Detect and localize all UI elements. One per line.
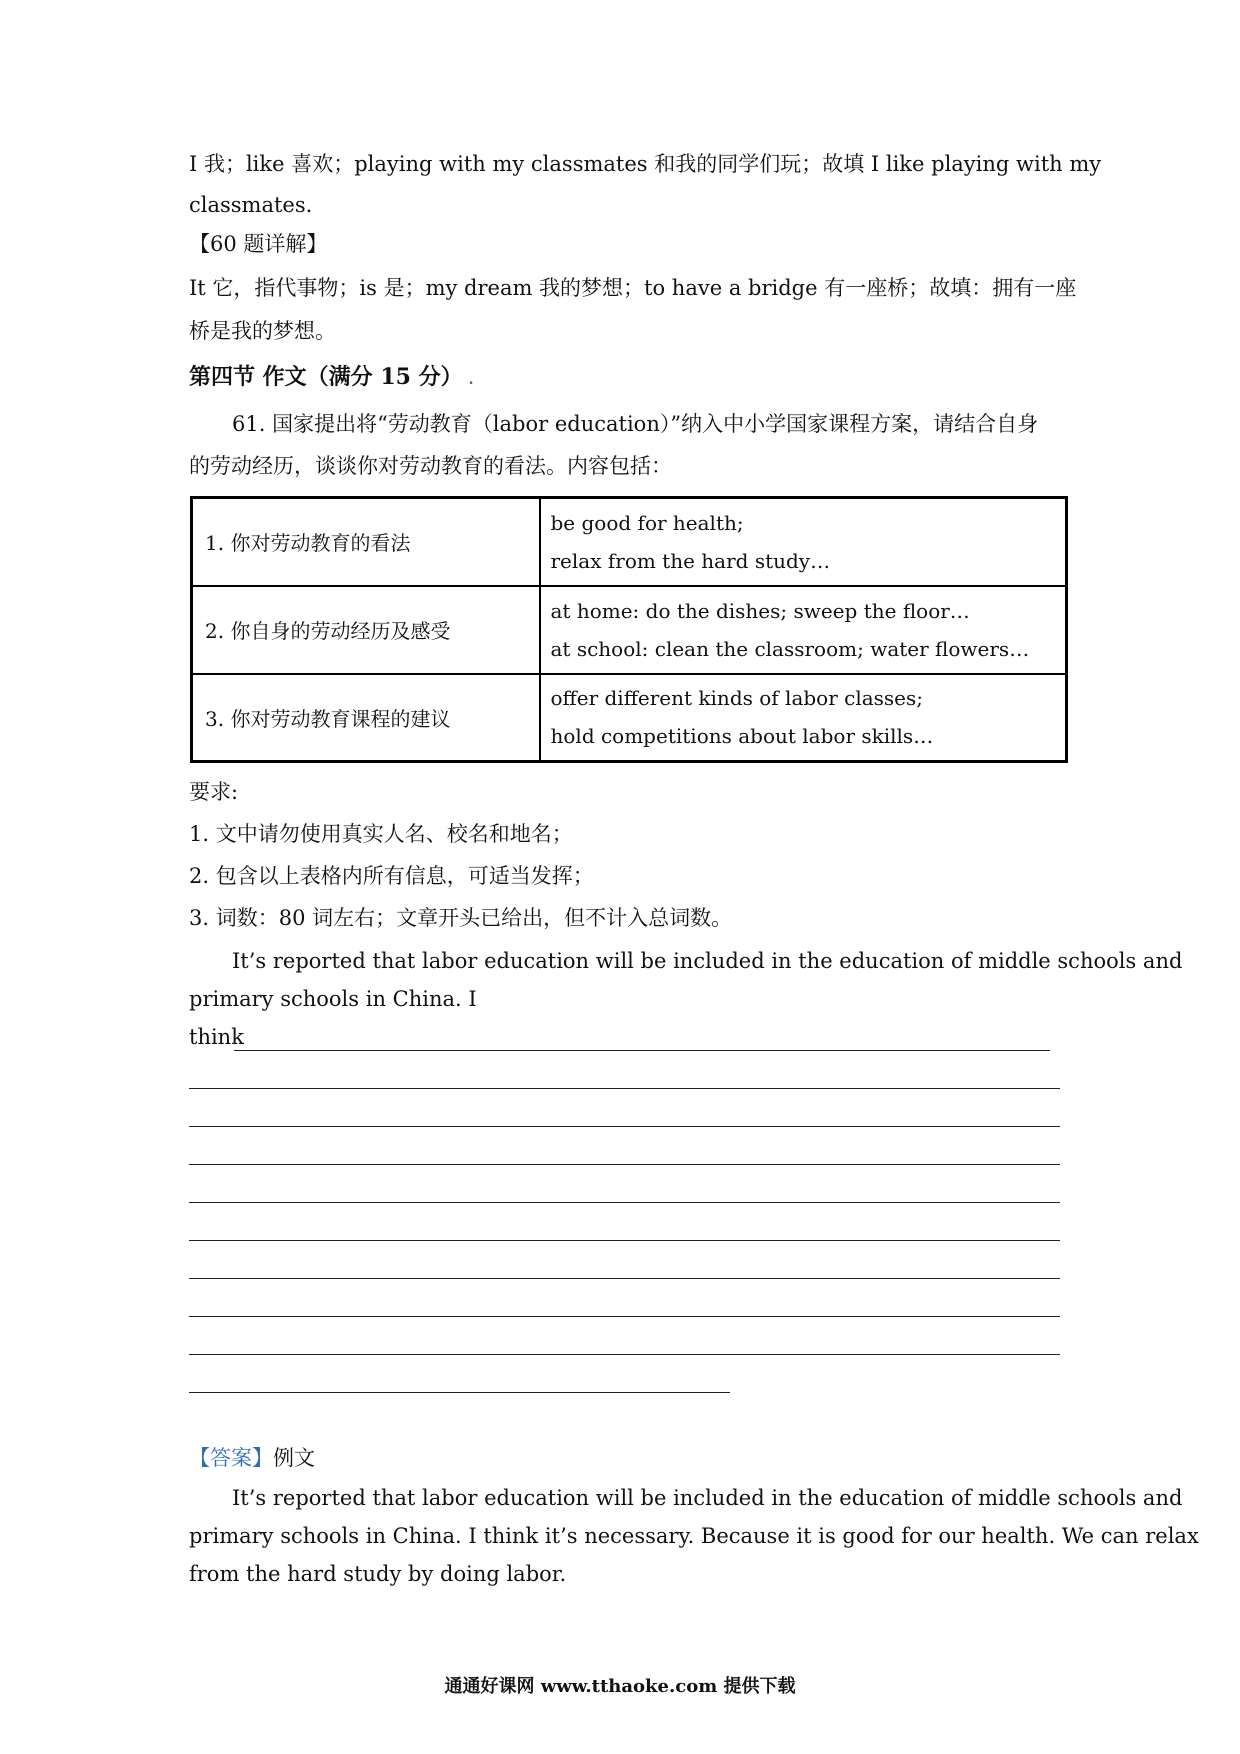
- table-topic-cell: 2. 你自身的劳动经历及感受: [192, 586, 540, 674]
- writing-blank-line: [189, 1240, 1060, 1241]
- answer-explanation-line: classmates.: [189, 193, 313, 217]
- writing-blank-line: [189, 1392, 730, 1393]
- prompt-line: primary schools in China. I: [189, 987, 477, 1011]
- requirements-title: 要求:: [189, 780, 239, 804]
- table-hint-cell: [540, 586, 1067, 674]
- table-hint-line: be good for health;: [550, 510, 744, 535]
- requirement-item: 2. 包含以上表格内所有信息，可适当发挥；: [189, 864, 594, 888]
- q60-explanation-line: 桥是我的梦想。: [189, 319, 336, 343]
- prompt-line: It’s reported that labor education will be included in the education of middle schools and: [232, 949, 1183, 973]
- q60-heading: 【60 题详解】: [189, 232, 328, 256]
- table-hint-line: at school: clean the classroom; water flowers…: [550, 636, 1030, 661]
- table-hint-line: relax from the hard study…: [550, 548, 831, 573]
- table-topic-cell: 1. 你对劳动教育的看法: [192, 498, 540, 586]
- sample-essay-line: primary schools in China. I think it’s necessary. Because it is good for our health. We can relax: [189, 1524, 1199, 1548]
- table-hint-cell: [540, 498, 1067, 586]
- table-hint-line: hold competitions about labor skills…: [550, 724, 934, 749]
- answer-label: 例文: [273, 1446, 315, 1470]
- answer-explanation-line: I 我；like 喜欢；playing with my classmates 和我的同学们玩；故填 I like playing with my: [189, 152, 1102, 176]
- table-hint-line: at home: do the dishes; sweep the floor…: [550, 598, 970, 623]
- writing-blank-line: [189, 1088, 1060, 1089]
- table-topic-cell: 3. 你对劳动教育课程的建议: [192, 674, 540, 762]
- writing-blank-line: [189, 1202, 1060, 1203]
- section-title: 第四节 作文（满分 15 分）: [189, 364, 463, 390]
- writing-blank-line: [189, 1126, 1060, 1127]
- requirement-item: 1. 文中请勿使用真实人名、校名和地名；: [189, 822, 573, 846]
- table-row: [192, 586, 1067, 674]
- prompt-line: think: [189, 1025, 244, 1049]
- sample-essay-line: It’s reported that labor education will be included in the education of middle schools and: [232, 1486, 1183, 1510]
- question-line: 61. 国家提出将“劳动教育（labor education）”纳入中小学国家课程方案，请结合自身: [232, 412, 1039, 436]
- q60-explanation-line: It 它，指代事物；is 是；my dream 我的梦想；to have a bridge 有一座桥；故填：拥有一座: [189, 276, 1077, 300]
- answer-heading: [189, 1443, 315, 1473]
- table-row: [192, 674, 1067, 762]
- writing-blank-line: [189, 1278, 1060, 1279]
- question-line: 的劳动经历，谈谈你对劳动教育的看法。内容包括：: [189, 454, 672, 478]
- page-footer: 通通好课网 www.tthaoke.com 提供下载: [444, 1676, 796, 1697]
- table-row: [192, 498, 1067, 586]
- table-hint-line: offer different kinds of labor classes;: [550, 686, 924, 711]
- writing-blank-line: [189, 1316, 1060, 1317]
- answer-tag: 【答案】: [189, 1446, 273, 1470]
- writing-blank-line: [234, 1050, 1050, 1051]
- requirement-item: 3. 词数：80 词左右；文章开头已给出，但不计入总词数。: [189, 906, 733, 930]
- section-mark: .: [468, 372, 474, 388]
- table-hint-cell: [540, 674, 1067, 762]
- section-heading: [189, 362, 473, 395]
- writing-blank-line: [189, 1164, 1060, 1165]
- content-outline-table: [190, 496, 1068, 763]
- writing-blank-line: [189, 1354, 1060, 1355]
- sample-essay-line: from the hard study by doing labor.: [189, 1562, 567, 1586]
